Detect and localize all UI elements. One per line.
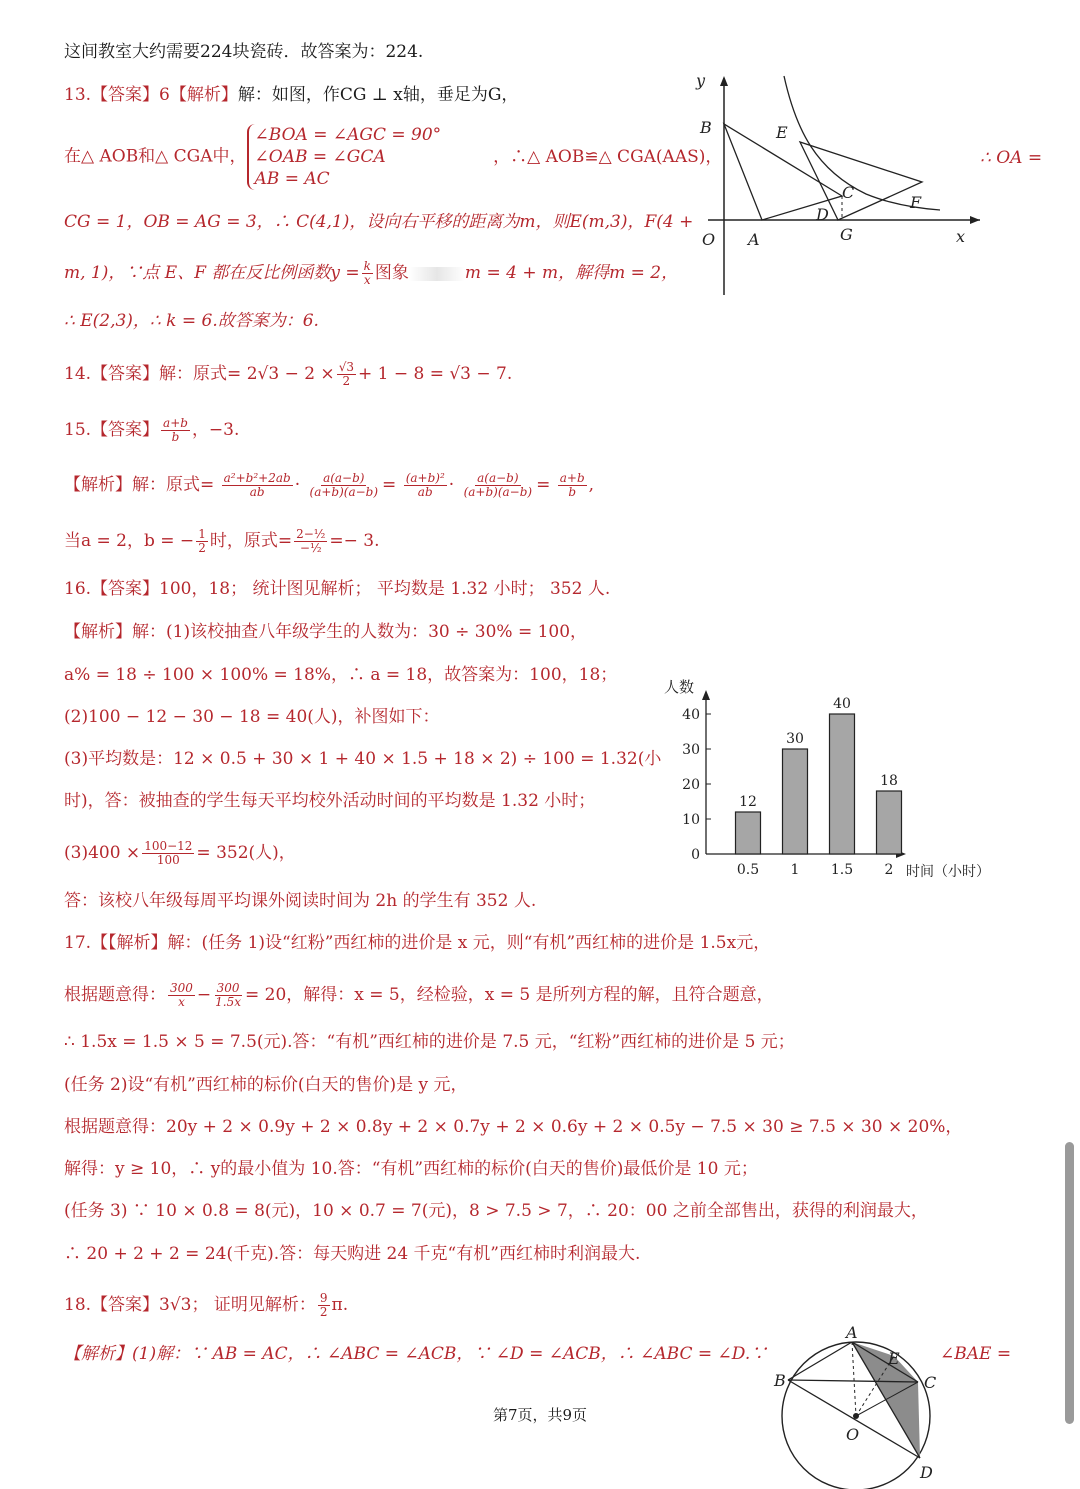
q13-head: 解：如图，作CG ⊥ x轴，垂足为G， [237, 85, 519, 105]
chart-x-tick-label: 0.5 [736, 862, 760, 878]
q17-f1n: 300 [170, 981, 193, 995]
q13-line-3: CG = 1，OB = AG = 3，∴ C(4,1)，设向右平移的距离为m，则E(m,3)，F(4 + [64, 212, 694, 232]
q15-cd: −½ [299, 541, 322, 555]
q17-line-6: 解得：y ≥ 10，∴ y的最小值为 10.答：“有机”西红柿的标价(白天的售价)最低价是 10 元； [64, 1159, 758, 1179]
q18-line-2-right: ∠BAE = [940, 1344, 1012, 1364]
q16-line-3: a% = 18 ÷ 100 × 100% = 18%，∴ a = 18，故答案为：100，18； [64, 665, 618, 685]
scrollbar-thumb[interactable] [1065, 1142, 1074, 1424]
q16-l7-frac [142, 840, 194, 867]
q15-answer-line [64, 417, 239, 444]
label-g: G [840, 225, 853, 244]
chart-data-label: 40 [833, 696, 851, 712]
q16-l7a: (3)400 × [64, 843, 141, 863]
q18-fd: 2 [319, 1305, 328, 1319]
chart-y-tick-label: 0 [691, 847, 700, 863]
q17-line-8: ∴ 20 + 2 + 2 = 24(千克).答：每天购进 24 千克“有机”西红柿时利润最大. [64, 1244, 641, 1264]
intro-line: 这间教室大约需要224块瓷砖．故答案为：224. [64, 42, 424, 62]
chart-x-tick-label: 2 [884, 862, 894, 878]
q14-line [64, 361, 512, 388]
chart-y-tick-label: 20 [682, 777, 700, 793]
q15-frac-5 [558, 472, 587, 499]
chart-y-tick-label: 30 [682, 742, 700, 758]
q16-line-1: 16.【答案】100，18； 统计图见解析； 平均数是 1.32 小时； 352 人. [64, 579, 611, 599]
q18-line-2: 【解析】(1)解：∵ AB = AC，∴ ∠ABC = ∠ACB，∵ ∠D = ∠ACB，∴ ∠ABC = ∠D.∵ [64, 1344, 768, 1364]
q15-answer-frac [161, 417, 190, 444]
chart-bar [877, 791, 902, 854]
q15-ans-den: b [171, 430, 180, 444]
q17-line-7: (任务 3) ∵ 10 × 0.8 = 8(元)，10 × 0.7 = 7(元)，8 > 7.5 > 7，∴ 20：00 之前全部售出，获得的利润最大， [64, 1201, 928, 1221]
q16-l7b: = 352(人)， [196, 843, 296, 863]
chart-data-label: 18 [880, 773, 898, 789]
chart-y-tick-label: 10 [682, 812, 700, 828]
label-a: A [748, 230, 760, 249]
q13-oa: ∴ OA = [980, 148, 1043, 168]
label-b-18: B [774, 1371, 786, 1390]
label-e-18: E [888, 1349, 900, 1368]
q14-fraction [337, 361, 356, 388]
q15-f2n: a(a−b) [323, 471, 365, 485]
label-e: E [776, 123, 788, 142]
label-d: D [816, 205, 829, 224]
label-a-18: A [846, 1323, 858, 1342]
q15-frac-1 [222, 472, 293, 499]
q18-line-1 [64, 1292, 348, 1319]
q17-line-4: (任务 2)设“有机”西红柿的标价(白天的售价)是 y 元， [64, 1075, 468, 1095]
x-axis-arrow [970, 216, 980, 224]
q15-f3d: ab [417, 485, 433, 499]
chart-x-tick-label: 1 [790, 862, 800, 878]
label-x: x [956, 227, 966, 246]
q15-f1d: ab [249, 485, 265, 499]
q15-ans-num: a+b [163, 416, 188, 430]
q13-case-3: AB = AC [254, 169, 330, 189]
q13-case-2: ∠OAB = ∠GCA [254, 147, 386, 167]
q18-l1b: π. [331, 1295, 349, 1315]
q17-line-5: 根据题意得：20y + 2 × 0.9y + 2 × 0.8y + 2 × 0.7y + 2 × 0.6y + 2 × 0.5y − 7.5 × 30 ≥ 7.5 × 30 × 20%， [64, 1117, 963, 1137]
q15-sub-b: 时，原式= [209, 531, 293, 551]
q13-line-2 [64, 124, 722, 190]
q15-complex-frac [294, 528, 327, 555]
label-o-18: O [846, 1425, 860, 1444]
q15-ans-tail: ，−3. [191, 420, 240, 440]
q17-l2b: = 20，解得：x = 5，经检验，x = 5 是所列方程的解，且符合题意， [245, 985, 774, 1005]
chart-bar [783, 749, 808, 854]
q15-frac-4 [462, 472, 535, 499]
q14-b: + 1 − 8 = √3 − 7. [357, 364, 513, 384]
chart-data-label: 12 [739, 794, 757, 810]
q17-line-3: ∴ 1.5x = 1.5 × 5 = 7.5(元).答：“有机”西红柿的进价是 7.5 元，“红粉”西红柿的进价是 5 元； [64, 1032, 795, 1052]
q17-line-2: 根据题意得： $\frac{300}{x}$ − $\frac{300}{1.5x}$ = 20，解得：x = 5，经检验，x = 5 是所列方程的解，且符合题意， [64, 981, 774, 1009]
q15-sub-line [64, 528, 380, 555]
q14-f-den: 2 [342, 374, 351, 388]
q15-jiexi-line: 【解析】解：原式= $\frac{\text{a²+b²+2ab}}{ab}$ · $\frac{a(a-b)}{(a+b)(a-b)}$ = $\frac{\text{(a+b)²}}{ab}$ · $\frac{a(a-b)}{(a+b)(a-b)}$ = $\frac{a+b}{b}$ , [64, 471, 595, 499]
page-footer: 第7页，共9页 [492, 1406, 588, 1424]
chart-y-tick-label: 40 [682, 707, 700, 723]
q15-jx: 【解析】解：原式= [64, 475, 215, 495]
q15-f1n: a²+b²+2ab [223, 471, 291, 485]
q15-f3n: (a+b)² [405, 471, 445, 485]
chart-y-label: 人数 [664, 678, 695, 696]
label-c: C [842, 183, 855, 202]
q13-line-4c: m = 4 + m，解得m = 2， [464, 263, 679, 283]
q15-label: 15.【答案】 [64, 420, 160, 440]
q13-k-num: k [363, 259, 371, 273]
q17-line-1: 17.【【解析】解：(任务 1)设“红粉”西红柿的进价是 x 元，则“有机”西红柿的进价是 1.5x元， [64, 933, 771, 953]
q13-k-over-x [362, 260, 373, 287]
q13-case-brace [247, 124, 442, 190]
q16-line-8: 答：该校八年级每周平均课外阅读时间为 2h 的学生有 352 人. [64, 891, 537, 911]
q15-f4n: a(a−b) [477, 471, 519, 485]
q16-l7d: 100 [156, 853, 180, 867]
q16-line-2: 【解析】解：(1)该校抽查八年级学生的人数为：30 ÷ 30% = 100， [64, 622, 588, 642]
q13-case-1: ∠BOA = ∠AGC = 90° [254, 125, 442, 145]
q16-line-7 [64, 840, 296, 867]
q13-number: 13.【答案】6【解析】 [64, 85, 238, 105]
q13-congruence: ，∴△ AOB≌△ CGA(AAS)， [493, 146, 723, 167]
segment-ab [788, 1342, 852, 1380]
label-o: O [702, 230, 716, 249]
chart-data-label: 30 [786, 731, 804, 747]
q13-line-4b: 图象 [374, 263, 409, 283]
label-b: B [700, 118, 712, 137]
q15-half [196, 528, 208, 555]
y-axis-arrow [720, 76, 728, 86]
q15-half-n: 1 [198, 527, 206, 541]
q16-line-4: (2)100 − 12 − 30 − 18 = 40(人)，补图如下： [64, 707, 440, 727]
q14-label: 14.【答案】解： [64, 364, 194, 384]
q13-k-den: x [363, 273, 371, 287]
chart-bar [736, 812, 761, 854]
q18-fn: 9 [319, 1291, 328, 1305]
chart-x-tick-label: 1.5 [830, 862, 854, 878]
q16-line-6: 时)，答：被抽查的学生每天平均校外活动时间的平均数是 1.32 小时； [64, 791, 596, 811]
hyperbola [784, 76, 940, 210]
q17-f2d: 1.5x [215, 995, 242, 1009]
q13-line-1 [64, 84, 518, 106]
q15-half-d: 2 [198, 541, 206, 555]
label-y: y [696, 71, 706, 90]
chart-x-label: 时间（小时） [906, 864, 990, 880]
bar-chart [660, 672, 1005, 884]
q14-f-num: √3 [338, 360, 354, 374]
label-c-18: C [924, 1373, 937, 1392]
q17-f2n: 300 [216, 981, 240, 995]
q15-sub-c: =− 3. [329, 531, 380, 551]
q15-f4d: (a+b)(a−b) [463, 485, 533, 499]
q15-cn: 2−½ [296, 527, 326, 541]
q13-in-label: 在△ AOB和△ CGA中， [64, 146, 247, 167]
q15-f5n: a+b [559, 471, 585, 485]
q15-f5d: b [568, 485, 577, 499]
q16-l7n: 100−12 [144, 839, 193, 853]
q16-line-5: (3)平均数是：12 × 0.5 + 30 × 1 + 40 × 1.5 + 18 × 2) ÷ 100 = 1.32(小 [64, 749, 662, 769]
q13-line-4 [64, 260, 678, 287]
label-f: F [910, 193, 922, 212]
q17-f1d: x [178, 995, 185, 1009]
q18-frac [318, 1292, 330, 1319]
q17-frac-2 [213, 982, 243, 1009]
chart-y-arrow [702, 690, 710, 700]
q15-f2d: (a+b)(a−b) [309, 485, 379, 499]
q15-frac-3 [404, 472, 447, 499]
q18-l1a: 18.【答案】3√3； 证明见解析： [64, 1295, 316, 1315]
q17-frac-1 [168, 982, 195, 1009]
label-d-18: D [920, 1463, 933, 1482]
q17-l2a: 根据题意得： [64, 985, 166, 1005]
q14-a: 原式= 2√3 − 2 × [193, 364, 335, 384]
blurred-region [409, 267, 465, 281]
q15-frac-2 [308, 472, 381, 499]
q15-sub-a: 当a = 2，b = − [64, 531, 195, 551]
q13-figure [688, 70, 988, 302]
q13-line-5: ∴ E(2,3)，∴ k = 6.故答案为：6. [64, 311, 319, 331]
chart-bar [830, 714, 855, 854]
q13-line-4a: m, 1)，∵点 E、F 都在反比例函数y = [64, 263, 360, 283]
